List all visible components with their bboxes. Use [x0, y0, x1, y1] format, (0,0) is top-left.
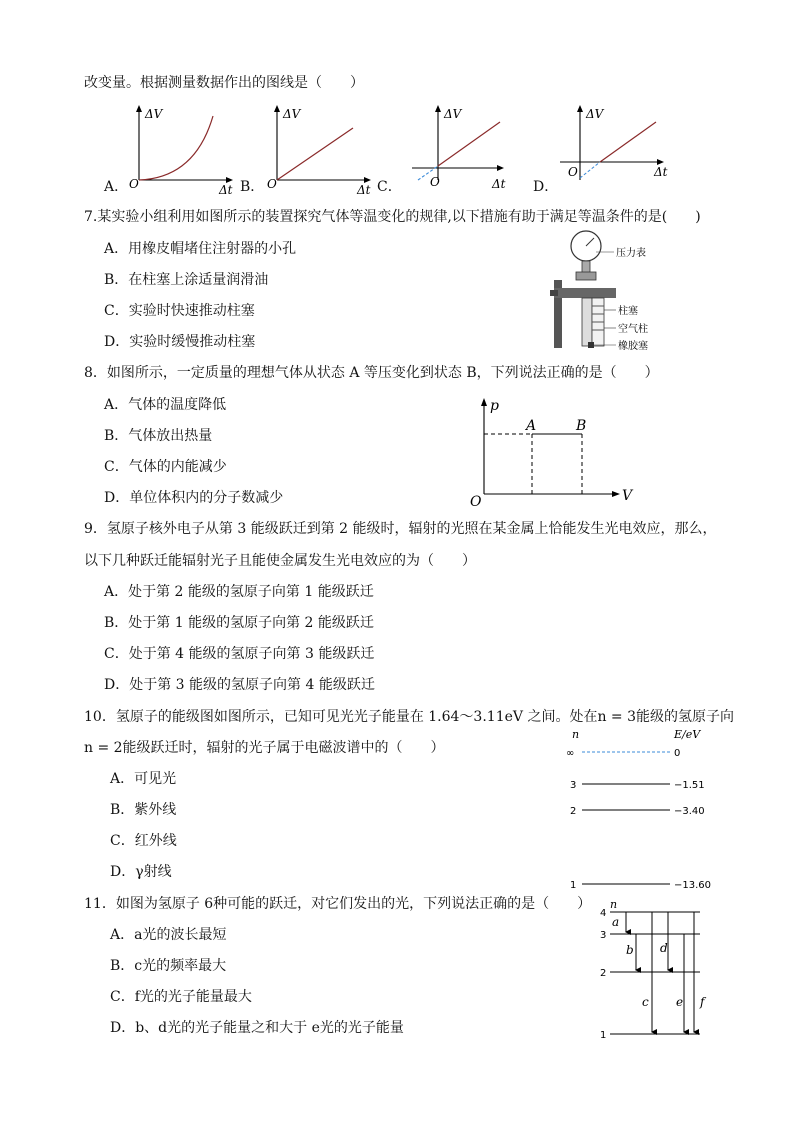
q9-option-b[interactable]: B．处于第 1 能级的氢原子向第 2 能级跃迁	[104, 615, 374, 631]
q7-stem: 7.某实验小组利用如图所示的装置探究气体等温变化的规律,以下措施有助于满足等温条件的是( )	[84, 209, 701, 225]
q6-graph-a	[125, 104, 235, 197]
q11-option-c[interactable]: C．f光的光子能量最大	[110, 989, 252, 1005]
svg-text:ΔV: ΔV	[283, 107, 301, 121]
svg-text:3: 3	[600, 930, 607, 941]
q6-option-b-label: B．	[240, 179, 265, 195]
q9-stem-line2: 以下几种跃迁能辐射光子且能使金属发生光电效应的为（ ）	[84, 553, 476, 569]
svg-text:∞: ∞	[566, 748, 575, 759]
q10-stem-line1: 10．氢原子的能级图如图所示，已知可见光光子能量在 1.64～3.11eV 之间。处在n = 3能级的氢原子向	[84, 709, 735, 725]
q10-energy-level-diagram	[562, 726, 712, 892]
svg-text:c: c	[642, 995, 649, 1009]
q10-option-a[interactable]: A．可见光	[110, 771, 177, 787]
svg-text:ΔV: ΔV	[586, 107, 604, 121]
rubber-stopper-label: 橡胶塞	[618, 341, 648, 352]
q6-option-c-label: C．	[377, 179, 402, 195]
q6-option-d-label: D．	[533, 179, 559, 195]
y-axis-label: ΔV	[145, 107, 163, 121]
svg-text:1: 1	[570, 880, 577, 891]
line	[277, 128, 353, 180]
q8-option-d[interactable]: D．单位体积内的分子数减少	[104, 490, 284, 506]
q8-option-c[interactable]: C．气体的内能减少	[104, 459, 227, 475]
x-axis-label: Δt	[219, 183, 233, 197]
svg-text:O: O	[568, 165, 578, 179]
q7-option-c[interactable]: C．实验时快速推动柱塞	[104, 303, 255, 319]
q7-option-a[interactable]: A．用橡皮帽堵住注射器的小孔	[104, 241, 297, 257]
svg-text:Δt: Δt	[357, 183, 371, 197]
svg-text:O: O	[430, 175, 440, 189]
svg-text:−13.60: −13.60	[674, 880, 712, 891]
q7-option-d[interactable]: D．实验时缓慢推动柱塞	[104, 334, 256, 350]
svg-text:ΔV: ΔV	[444, 107, 462, 121]
q9-option-a[interactable]: A．处于第 2 能级的氢原子向第 1 能级跃迁	[104, 584, 374, 600]
gauge-label: 压力表	[616, 248, 646, 259]
svg-text:b: b	[626, 943, 634, 957]
q8-pv-graph	[466, 396, 646, 510]
svg-text:4: 4	[600, 908, 607, 919]
q6-option-a-label: A．	[104, 179, 129, 195]
q10-option-d[interactable]: D．γ射线	[110, 864, 172, 880]
intro-text: 改变量。根据测量数据作出的图线是（ ）	[84, 75, 364, 91]
q8-option-a[interactable]: A．气体的温度降低	[104, 397, 227, 413]
svg-text:O: O	[267, 177, 277, 191]
plunger-label: 柱塞	[618, 306, 638, 317]
air-column-label: 空气柱	[618, 324, 648, 335]
svg-text:B: B	[576, 418, 587, 434]
svg-text:V: V	[622, 488, 633, 504]
svg-text:2: 2	[570, 806, 577, 817]
q11-transition-diagram	[596, 896, 716, 1042]
q11-stem: 11．如图为氢原子 6种可能的跃迁，对它们发出的光，下列说法正确的是（ ）	[84, 896, 592, 912]
svg-text:E/eV: E/eV	[674, 728, 701, 741]
q8-option-b[interactable]: B．气体放出热量	[104, 428, 213, 444]
curve	[139, 116, 213, 180]
q9-option-d[interactable]: D．处于第 3 能级的氢原子向第 4 能级跃迁	[104, 677, 375, 693]
origin-label: O	[129, 177, 139, 191]
svg-text:p: p	[490, 398, 499, 414]
q10-option-c[interactable]: C．红外线	[110, 833, 177, 849]
q9-option-c[interactable]: C．处于第 4 能级的氢原子向第 3 能级跃迁	[104, 646, 375, 662]
q6-graph-b	[263, 104, 373, 197]
q6-graph-c	[408, 104, 518, 194]
svg-text:f: f	[700, 995, 705, 1009]
q7-option-b[interactable]: B．在柱塞上涂适量润滑油	[104, 272, 269, 288]
svg-text:1: 1	[600, 1030, 607, 1041]
q10-option-b[interactable]: B．紫外线	[110, 802, 177, 818]
svg-text:n: n	[610, 898, 618, 911]
q11-option-d[interactable]: D．b、d光的光子能量之和大于 e光的光子能量	[110, 1020, 404, 1036]
svg-text:Δt: Δt	[492, 177, 506, 191]
svg-text:n: n	[572, 728, 580, 741]
svg-text:O: O	[470, 494, 482, 510]
syringe-apparatus-figure	[548, 230, 678, 352]
q11-option-b[interactable]: B．c光的频率最大	[110, 958, 227, 974]
svg-text:0: 0	[674, 748, 681, 759]
svg-text:d: d	[660, 941, 668, 955]
svg-text:A: A	[526, 418, 537, 434]
q6-graph-d	[558, 104, 674, 194]
svg-text:−3.40: −3.40	[674, 806, 705, 817]
svg-text:Δt: Δt	[654, 165, 668, 179]
svg-text:a: a	[612, 915, 620, 929]
q8-stem: 8．如图所示，一定质量的理想气体从状态 A 等压变化到状态 B，下列说法正确的是（ ）	[84, 365, 659, 381]
svg-text:e: e	[676, 995, 684, 1009]
svg-text:−1.51: −1.51	[674, 780, 705, 791]
q11-option-a[interactable]: A．a光的波长最短	[110, 927, 227, 943]
svg-text:3: 3	[570, 780, 577, 791]
q9-stem-line1: 9．氢原子核外电子从第 3 能级跃迁到第 2 能级时，辐射的光照在某金属上恰能发生光电效应，那么，	[84, 521, 717, 537]
svg-text:2: 2	[600, 968, 607, 979]
q10-stem-line2: n = 2能级跃迁时，辐射的光子属于电磁波谱中的（ ）	[84, 740, 445, 756]
